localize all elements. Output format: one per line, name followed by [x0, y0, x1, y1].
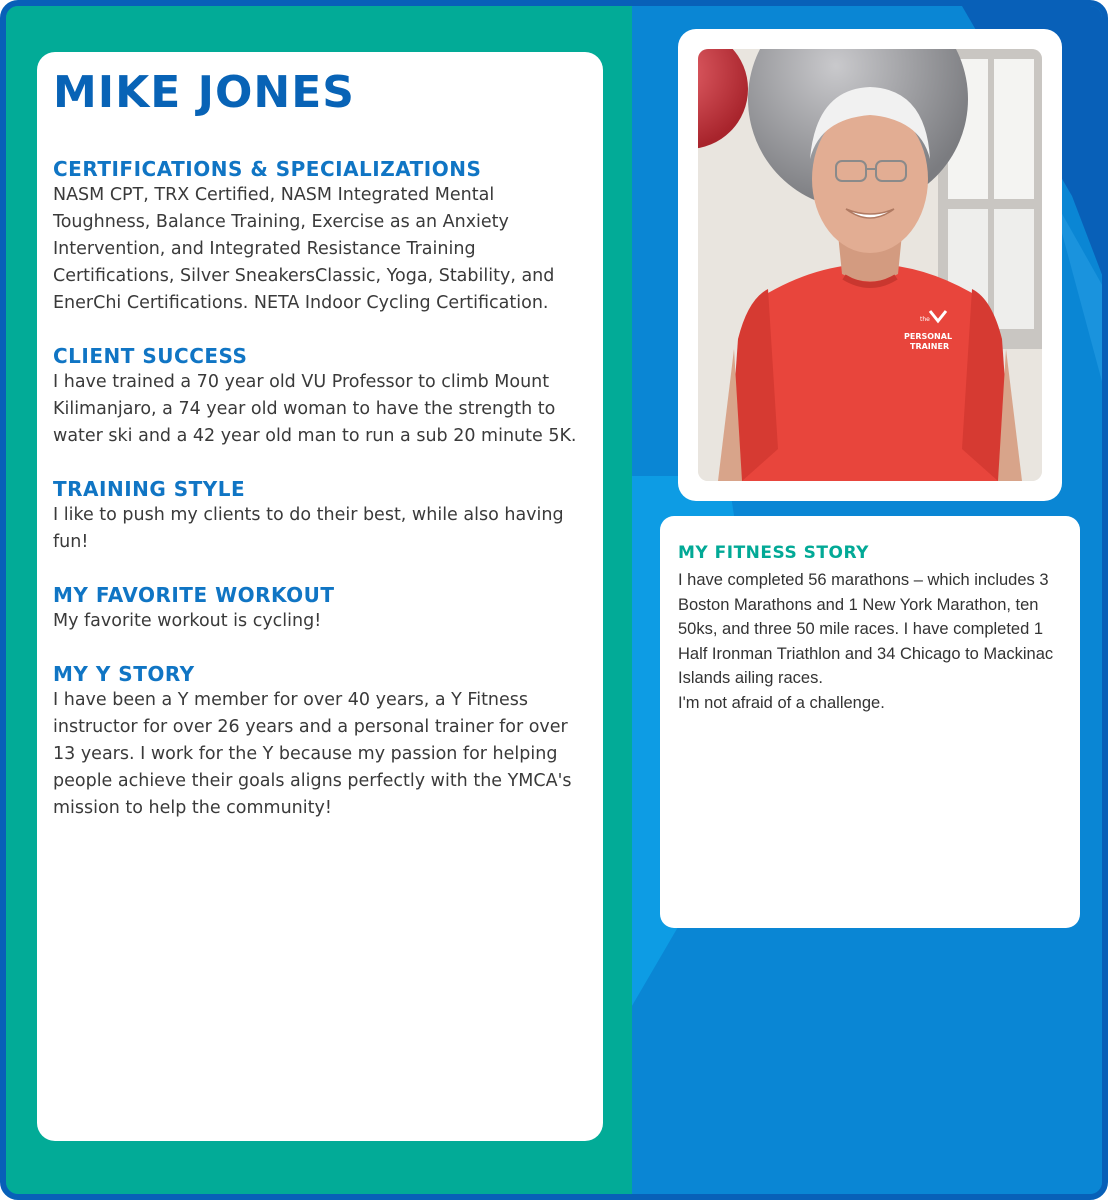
section-heading: MY Y STORY [53, 662, 195, 686]
section-heading: TRAINING STYLE [53, 477, 246, 501]
bio-card [37, 52, 603, 1141]
photo-frame [678, 29, 1062, 501]
shirt-text-personal: PERSONAL [904, 332, 953, 341]
favorite-workout-section [53, 582, 587, 635]
shirt-text-trainer: TRAINER [910, 342, 950, 351]
section-body: I like to push my clients to do their best, while also having fun! [53, 505, 564, 552]
trainer-portrait-illustration [698, 49, 1042, 481]
client-success-section [53, 343, 587, 450]
shirt-logo-the: the [920, 316, 930, 323]
section-body: NASM CPT, TRX Certified, NASM Integrated Mental Toughness, Balance Training, Exercise as an Anxiety Intervention, and Integrated Resistance Training Certifications, Silver SneakersClassic, Yoga, Stability, and EnerChi Certifications. NETA Indoor Cycling Certification. [53, 185, 555, 313]
section-body: I have trained a 70 year old VU Professor to climb Mount Kilimanjaro, a 74 year old woman to have the strength to water ski and a 42 year old man to run a sub 20 minute 5K. [53, 372, 577, 446]
section-heading: MY FAVORITE WORKOUT [53, 583, 335, 607]
section-body: I have been a Y member for over 40 years, a Y Fitness instructor for over 26 years and a personal trainer for over 13 years. I work for the Y because my passion for helping people achieve their goals aligns perfectly with the YMCA's mission to help the community! [53, 690, 572, 818]
certifications-section [53, 156, 587, 317]
trainer-photo [698, 49, 1042, 481]
fitness-story-body: I have completed 56 marathons – which includes 3 Boston Marathons and 1 New York Marathon, ten 50ks, and three 50 mile races. I have completed 1 Half Ironman Triathlon and 34 Chicago to Mackinac Islands ailing races. I'm not afraid of a challenge. [678, 571, 1054, 712]
training-style-section [53, 476, 587, 556]
y-story-section [53, 661, 587, 822]
fitness-story-heading: MY FITNESS STORY [678, 543, 869, 563]
section-heading: CLIENT SUCCESS [53, 344, 248, 368]
trainer-name: MIKE JONES [53, 67, 355, 118]
section-heading: CERTIFICATIONS & SPECIALIZATIONS [53, 157, 482, 181]
fitness-story-card [660, 516, 1080, 928]
section-body: My favorite workout is cycling! [53, 611, 322, 631]
